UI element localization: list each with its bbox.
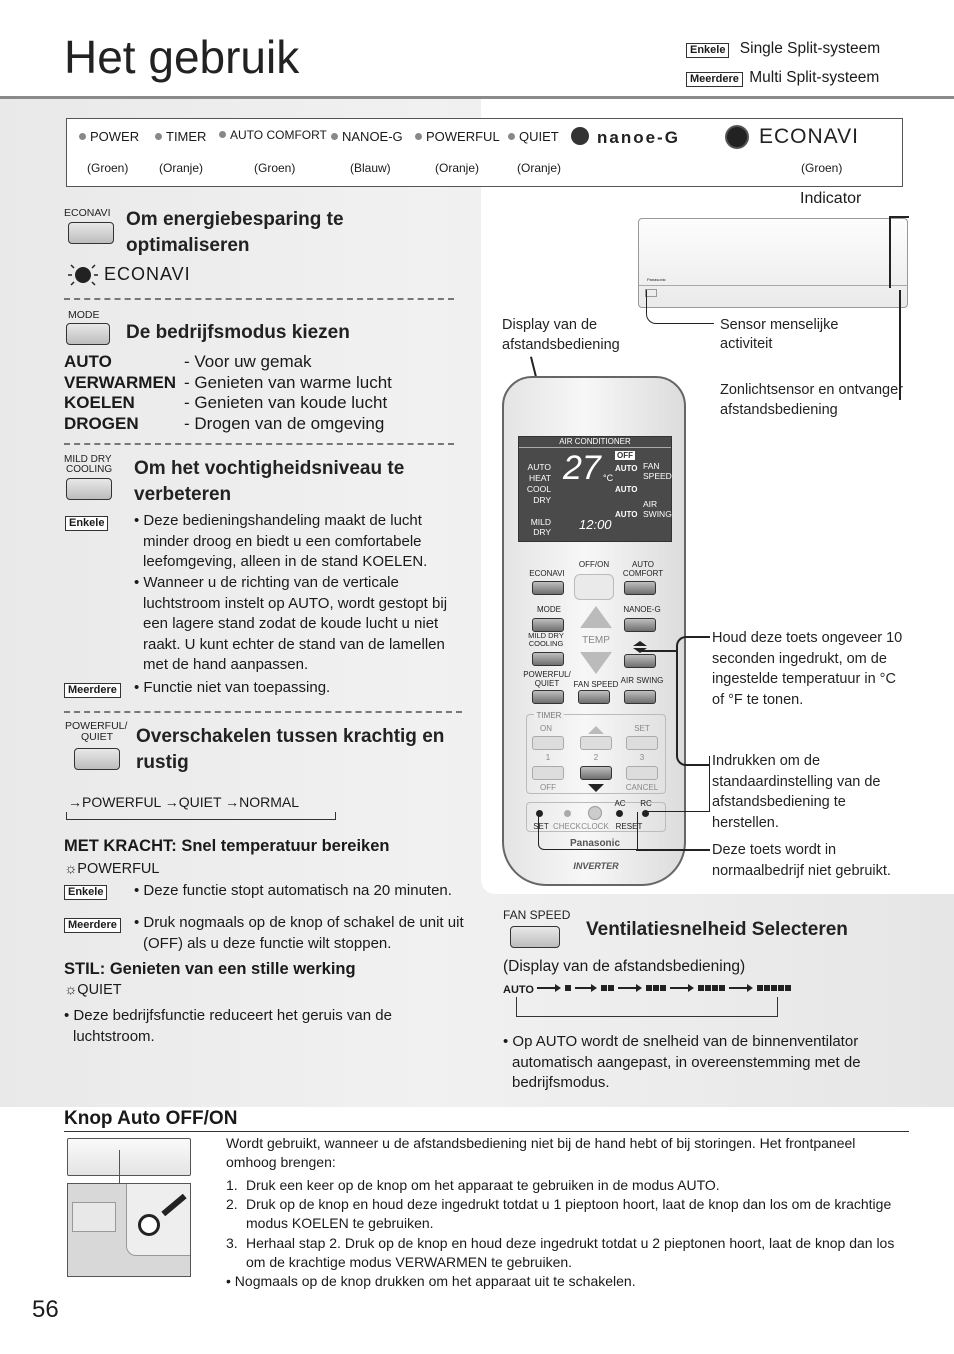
- fan-speed-label: FAN SPEED: [503, 908, 571, 922]
- lcd-modes: AUTO HEAT COOL DRY: [526, 462, 551, 505]
- mode-row-drogen: DROGEN - Drogen van de omgeving: [64, 413, 385, 433]
- powerful-remote-label: POWERFUL/ QUIET: [523, 670, 571, 688]
- knop-rule: [64, 1131, 909, 1132]
- mild-bullet-2: • Wanneer u de richting van de verticale luchtstroom instelt op AUTO, wordt gestopt bij een lagere stand zodat de koude lucht u niet raakt. U kunt echter de stand van de lamellen met de hand aanpassen.: [134, 574, 448, 673]
- mode-heading: De bedrijfsmodus kiezen: [126, 322, 350, 343]
- callout-line: [889, 216, 909, 218]
- mode-table: [64, 352, 392, 434]
- econavi-button[interactable]: [68, 222, 114, 244]
- indicator-quiet: QUIET: [508, 129, 559, 144]
- fan-speed-remote-label: FAN SPEED: [573, 680, 619, 689]
- num-2: 2: [593, 753, 599, 762]
- mode-row-koelen: KOELEN - Genieten van koude lucht: [64, 393, 388, 412]
- panel-icon: [72, 1202, 116, 1232]
- air-swing-remote-label: AIR SWING: [620, 676, 664, 685]
- deze-callout: Deze toets wordt in normaalbedrijf niet gebruikt.: [712, 842, 891, 879]
- lcd-fan: FAN SPEED: [643, 461, 672, 481]
- callout-line: [646, 756, 710, 812]
- lcd-unit: °C: [603, 473, 614, 483]
- air-swing-vert-button[interactable]: [624, 654, 656, 668]
- reset-label: RESET: [615, 822, 643, 831]
- legend-enkele: [686, 40, 880, 58]
- timer-label: TIMER: [534, 711, 564, 720]
- houd-callout: Houd deze toets ongeveer 10 seconden ingedrukt, om de ingestelde temperatuur in °C of °F te tonen.: [712, 630, 903, 708]
- enkele-tag: Enkele: [65, 516, 108, 531]
- meerdere-tag: Meerdere: [64, 683, 121, 698]
- remote-brand: Panasonic: [569, 838, 621, 849]
- color-nanoe: (Blauw): [350, 161, 391, 175]
- color-timer: (Oranje): [159, 161, 204, 175]
- knop-detail-illustration: [67, 1183, 191, 1277]
- callout-line: [646, 290, 714, 324]
- color-powerful: (Oranje): [435, 161, 480, 175]
- meerdere-text: Multi Split-systeem: [749, 69, 880, 86]
- timer-down-button[interactable]: [580, 766, 612, 780]
- fan-return-line: [516, 997, 778, 1017]
- knop-intro: Wordt gebruikt, wanneer u de afstandsbediening niet bij de hand hebt of bij storingen. Het frontpaneel omhoog brengen:: [226, 1135, 856, 1170]
- stil-heading: STIL: Genieten van een stille werking: [64, 960, 356, 978]
- offon-button[interactable]: [574, 574, 614, 600]
- timer-up-icon: [588, 726, 604, 734]
- divider: [64, 711, 462, 713]
- unit-seam: [639, 285, 907, 286]
- num-3: 3: [639, 753, 645, 762]
- econavi-button-label: ECONAVI: [64, 207, 111, 219]
- dot-icon: [219, 131, 226, 138]
- offon-label: OFF/ON: [578, 560, 610, 569]
- ac-label: AC: [614, 799, 626, 808]
- mode-button[interactable]: [66, 323, 110, 345]
- page-title: Het gebruik: [64, 31, 300, 83]
- mild-heading: Om het vochtigheidsniveau te verbeteren: [134, 458, 405, 505]
- powerful-enkele-text: • Deze functie stopt automatisch na 20 minuten.: [134, 882, 452, 899]
- mode-remote-button[interactable]: [532, 618, 564, 632]
- auto-comfort-label: AUTO COMFORT: [622, 560, 664, 578]
- rc-label: RC: [640, 799, 652, 808]
- powerful-quiet-button[interactable]: [74, 748, 120, 770]
- dot-icon: [79, 133, 86, 140]
- color-auto-comfort: (Groen): [254, 161, 296, 175]
- unit-brand: Panasonic: [647, 277, 666, 282]
- econavi-icon: [66, 262, 100, 288]
- set2-label: SET: [533, 822, 549, 831]
- knop-step-2: 2. Druk op de knop en houd deze ingedrukt totdat u 1 pieptoon hoort, laat de knop dan los om de krachtige modus KOELEN te gebruiken.: [226, 1196, 892, 1231]
- powerful-remote-button[interactable]: [532, 690, 564, 704]
- powerful-cycle: →POWERFUL →QUIET →NORMAL: [68, 794, 300, 810]
- callout-line: [636, 849, 710, 851]
- cancel-label: CANCEL: [625, 783, 659, 792]
- fan-display-label: (Display van de afstandsbediening): [503, 958, 746, 975]
- nanoe-icon: [571, 127, 589, 145]
- indicator-nanoe: NANOE-G: [331, 129, 403, 144]
- econavi-section-logo: ECONAVI: [104, 264, 191, 284]
- econavi-logo: ECONAVI: [759, 125, 859, 148]
- zon-callout: Zonlichtsensor en ontvanger afstandsbediening: [720, 382, 903, 418]
- indicator-power: POWER: [79, 129, 139, 144]
- color-econavi: (Groen): [801, 161, 843, 175]
- econavi-heading: Om energiebesparing te optimaliseren: [126, 209, 344, 256]
- indicator-label: Indicator: [800, 190, 862, 207]
- mild-button-label: MILD DRY COOLING: [64, 454, 113, 475]
- color-quiet: (Oranje): [517, 161, 562, 175]
- legend-meerdere: [686, 69, 879, 87]
- arrow-icon: →: [68, 794, 82, 810]
- lcd-auto: AUTO: [615, 485, 638, 494]
- lcd-title: AIR CONDITIONER: [519, 437, 671, 448]
- callout-line: [119, 1150, 189, 1183]
- mode-row-verwarmen: VERWARMEN - Genieten van warme lucht: [64, 372, 392, 392]
- timer-up-button[interactable]: [580, 736, 612, 750]
- color-power: (Groen): [87, 161, 129, 175]
- indicator-timer: TIMER: [155, 129, 206, 144]
- knop-step-3: 3. Herhaal stap 2. Druk op de knop en houd deze ingedrukt totdat u 2 pieptonen hoort, laat de knop dan los om de krachtige modus VERWARMEN te gebruiken.: [226, 1235, 895, 1270]
- mild-bullet-3: • Functie niet van toepassing.: [134, 679, 331, 696]
- off-label: OFF: [540, 783, 556, 792]
- knop-last: • Nogmaals op de knop drukken om het apparaat uit te schakelen.: [226, 1273, 636, 1289]
- fan-text: • Op AUTO wordt de snelheid van de binnenventilator automatisch aangepast, in overeenstemming met de bedrijfsmodus.: [503, 1033, 861, 1091]
- quiet-indicator: ☼QUIET: [64, 982, 122, 998]
- on-label: ON: [540, 724, 552, 733]
- dot-icon: [415, 133, 422, 140]
- knop-step-1: 1. Druk een keer op de knop om het apparaat te gebruiken in de modus AUTO.: [226, 1177, 720, 1193]
- met-kracht-heading: MET KRACHT: Snel temperatuur bereiken: [64, 837, 390, 855]
- set-label: SET: [634, 724, 650, 733]
- powerful-indicator: ☼POWERFUL: [64, 861, 160, 877]
- lcd-auto: AUTO: [615, 510, 638, 519]
- sun-icon: ☼: [64, 861, 78, 877]
- mild-remote-button[interactable]: [532, 652, 564, 666]
- fan-speed-bars-icon: [537, 981, 819, 995]
- powerful-button-label: POWERFUL/ QUIET: [65, 720, 128, 743]
- indrukken-callout: Indrukken om de standaardinstelling van de afstandsbediening te herstellen.: [712, 753, 881, 831]
- callout-line: [889, 216, 891, 288]
- enkele-tag: Enkele: [64, 885, 107, 900]
- mode-row-auto: AUTO - Voor uw gemak: [64, 352, 312, 371]
- temp-up-button[interactable]: [580, 606, 612, 628]
- page-number: 56: [32, 1296, 59, 1323]
- fan-sequence: AUTO: [503, 981, 819, 996]
- dot-icon: [508, 133, 515, 140]
- indicator-auto-comfort: AUTO COMFORT: [219, 128, 327, 142]
- nanoe-logo: nanoe-G: [597, 128, 680, 147]
- callout-line: [640, 650, 678, 652]
- remote-inverter: INVERTER: [573, 861, 619, 871]
- nanoe-remote-button[interactable]: [624, 618, 656, 632]
- dot-icon: [331, 133, 338, 140]
- temp-down-button[interactable]: [580, 652, 612, 674]
- enkele-tag: Enkele: [686, 43, 729, 58]
- arrow-icon: →: [164, 794, 179, 810]
- lcd-air: AIR SWING: [643, 499, 672, 519]
- mild-dry-cooling-button[interactable]: [66, 478, 112, 500]
- lcd-auto: AUTO: [615, 464, 638, 473]
- powerful-meerdere-text: • Druk nogmaals op de knop of schakel de unit uit (OFF) als u deze functie wilt stoppen.: [134, 914, 464, 952]
- indicator-box: [66, 118, 903, 187]
- mode-remote-label: MODE: [537, 605, 561, 614]
- check-label: CHECK: [552, 822, 581, 831]
- air-swing-remote-button[interactable]: [624, 690, 656, 704]
- timer-set-button[interactable]: [626, 736, 658, 750]
- lcd-mild: MILD DRY: [530, 517, 551, 537]
- lcd-off: OFF: [617, 451, 633, 460]
- knop-heading: Knop Auto OFF/ON: [64, 1108, 238, 1129]
- econavi-indicator-icon: [725, 125, 749, 149]
- lcd-time: 12:00: [579, 517, 612, 532]
- display-callout: Display van de afstandsbediening: [502, 317, 620, 353]
- cycle-return-line: [66, 812, 336, 820]
- nanoe-remote-label: NANOE-G: [623, 605, 661, 614]
- powerful-heading: Overschakelen tussen krachtig en rustig: [136, 726, 445, 773]
- econavi-remote-label: ECONAVI: [529, 569, 565, 578]
- divider: [64, 298, 454, 300]
- mild-remote-label: MILD DRY COOLING: [528, 631, 564, 648]
- arrow-icon: →: [225, 794, 240, 810]
- mild-bullet-1: • Deze bedieningshandeling maakt de lucht minder droog en biedt u een comfortabele leefomgeving, alleen in de stand KOELEN.: [134, 512, 428, 570]
- sensor-callout: Sensor menselijke activiteit: [720, 317, 839, 352]
- callout-line: [538, 812, 638, 850]
- fan-speed-button[interactable]: [510, 926, 560, 948]
- auto-comfort-button[interactable]: [624, 581, 656, 595]
- updown-icon: [632, 640, 648, 650]
- meerdere-tag: Meerdere: [686, 72, 743, 87]
- timer-down-icon: [588, 784, 604, 792]
- divider: [64, 443, 454, 445]
- lcd-temp: 27: [563, 449, 601, 487]
- timer-on-button[interactable]: [532, 736, 564, 750]
- fan-heading: Ventilatiesnelheid Selecteren: [586, 919, 848, 940]
- enkele-text: Single Split-systeem: [739, 40, 881, 57]
- clock-label: CLOCK: [581, 822, 609, 831]
- dot-icon: [155, 133, 162, 140]
- callout-line: [676, 636, 710, 766]
- econavi-remote-button[interactable]: [532, 581, 564, 595]
- indicator-powerful: POWERFUL: [415, 129, 500, 144]
- timer-off-button[interactable]: [532, 766, 564, 780]
- fan-speed-remote-button[interactable]: [578, 690, 610, 704]
- sun-icon: ☼: [64, 982, 78, 998]
- temp-label: TEMP: [582, 635, 610, 646]
- meerdere-tag: Meerdere: [64, 918, 121, 933]
- stil-text: • Deze bedrijfsfunctie reduceert het geruis van de luchtstroom.: [64, 1007, 392, 1045]
- num-1: 1: [545, 753, 551, 762]
- remote-lcd: [518, 436, 672, 542]
- auto-button-icon[interactable]: [138, 1214, 160, 1236]
- mode-button-label: MODE: [68, 309, 100, 321]
